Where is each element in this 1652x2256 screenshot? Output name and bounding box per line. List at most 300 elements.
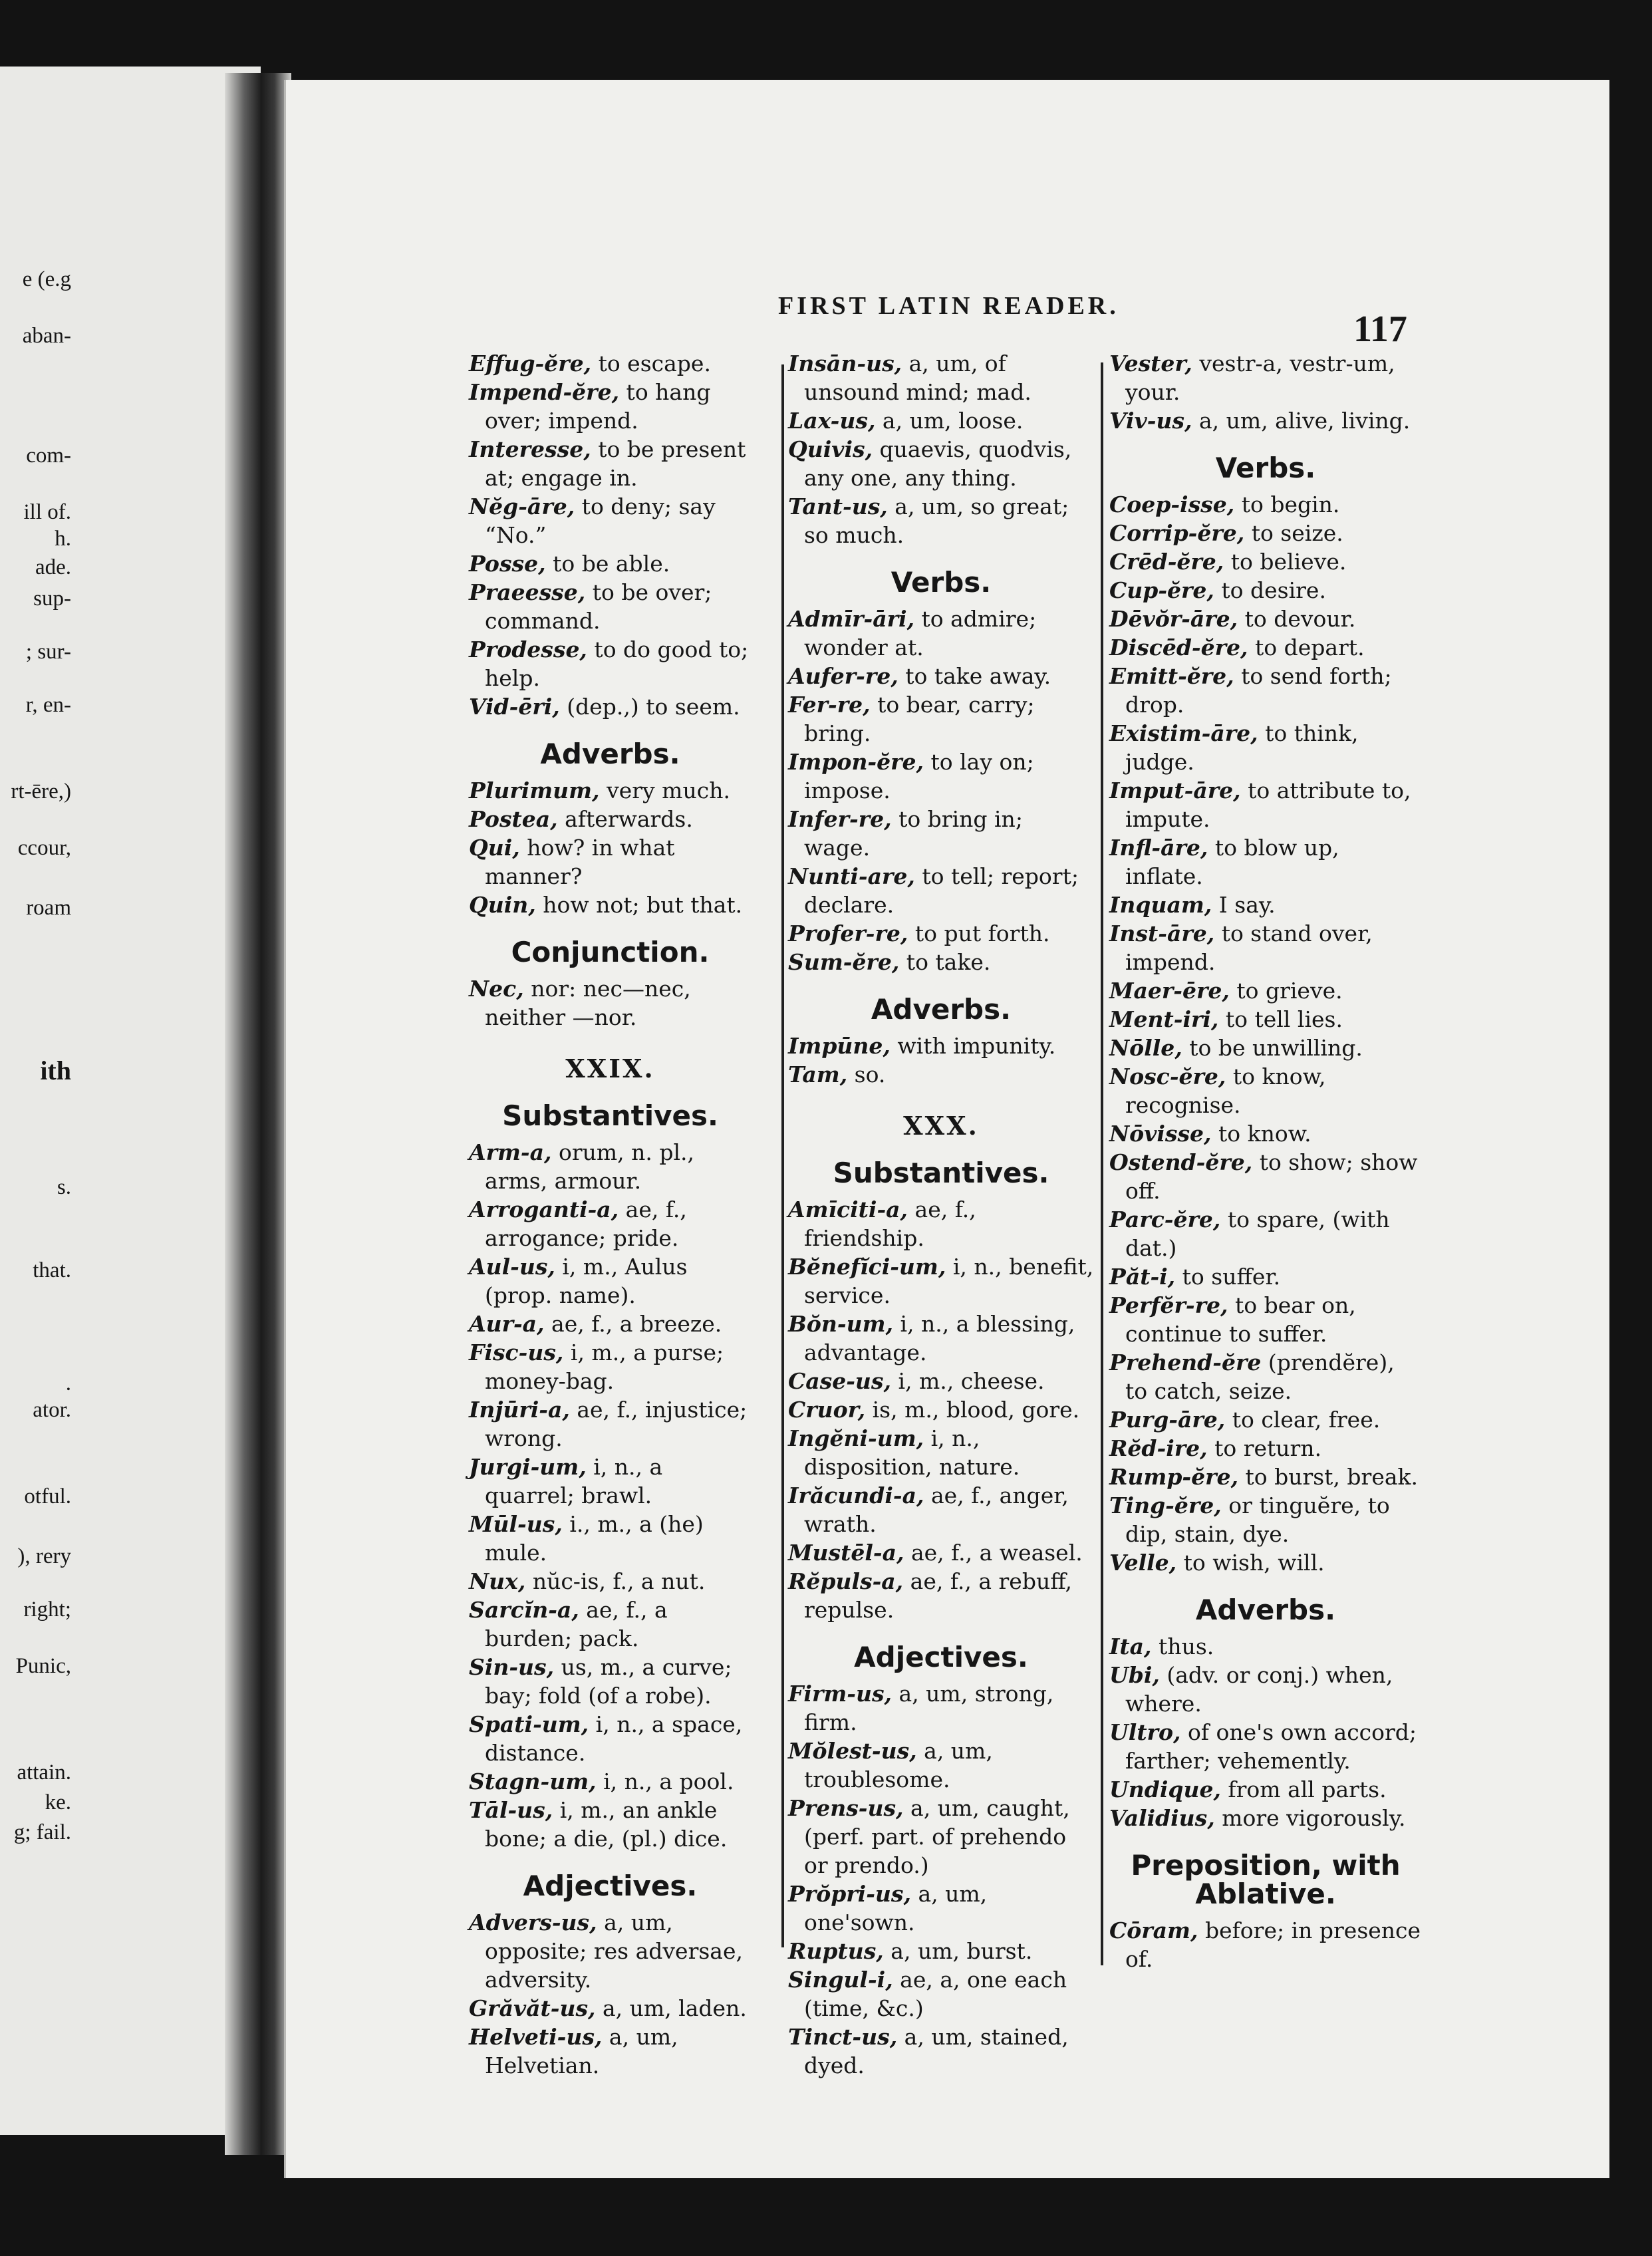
headword: Sarcĭn-a, [469, 1597, 579, 1623]
headword: Impon-ĕre, [788, 749, 924, 775]
definition: to be over; command. [485, 579, 712, 634]
definition: to attribute to, impute. [1125, 777, 1411, 832]
headword: Rump-ĕre, [1109, 1464, 1238, 1490]
book-gutter [225, 73, 291, 2155]
definition: to know. [1211, 1121, 1311, 1147]
headword: Prodesse, [469, 636, 587, 662]
vocab-entry [1109, 605, 1422, 633]
headword: Nec, [469, 976, 524, 1002]
vocab-entry [1109, 1034, 1422, 1062]
left-page-fragment: s. [57, 1175, 71, 1199]
definition: to return. [1207, 1435, 1322, 1461]
section-heading: Adverbs. [540, 738, 680, 770]
definition: a, um, of unsound mind; mad. [804, 351, 1032, 405]
vocab-entry [1109, 349, 1422, 406]
vocab-entry [788, 1060, 1094, 1089]
definition: a, um, so great; so much. [804, 494, 1069, 548]
headword: Dēvŏr-āre, [1109, 606, 1238, 632]
headword: Nōvisse, [1109, 1121, 1212, 1147]
definition: a, um, Helvetian. [485, 2024, 678, 2078]
vocab-entry [788, 605, 1094, 662]
vocab-entry [1109, 1661, 1422, 1718]
left-page-fragment: r, en- [25, 693, 71, 717]
vocab-entry [1109, 1916, 1422, 1973]
vocab-entry [1109, 1205, 1422, 1262]
headword: Sum-ĕre, [788, 949, 900, 975]
headword: Case-us, [788, 1368, 891, 1394]
headword: Velle, [1109, 1550, 1177, 1576]
definition: from all parts. [1220, 1776, 1387, 1802]
column-rule [1101, 362, 1103, 1965]
vocab-entry [788, 1794, 1094, 1880]
headword: Rĕpuls-a, [788, 1568, 904, 1594]
section-heading: Substantives. [502, 1099, 718, 1132]
definition: ae, f., a rebuff, repulse. [804, 1568, 1072, 1623]
vocab-entry [1109, 919, 1422, 976]
definition: a, um, burst. [883, 1938, 1033, 1964]
vocab-entry [788, 1737, 1094, 1794]
headword: Maer-ēre, [1109, 978, 1230, 1004]
headword: Bĕnefĭci-um, [788, 1254, 946, 1280]
vocab-entry [469, 1138, 752, 1195]
headword: Păt-i, [1109, 1264, 1176, 1290]
headword: Infl-āre, [1109, 835, 1208, 861]
vocab-entry [788, 662, 1094, 690]
headword: Quivis, [788, 436, 873, 462]
vocab-entry [788, 1538, 1094, 1567]
headword: Ment-iri, [1109, 1006, 1219, 1032]
definition: a, um, troublesome. [804, 1738, 993, 1792]
headword: Nĕg-āre, [469, 494, 575, 519]
definition: or tinguĕre, to dip, stain, dye. [1125, 1492, 1390, 1547]
headword: Fer-re, [788, 692, 871, 718]
definition: to tell lies. [1218, 1006, 1343, 1032]
column-rule [781, 364, 784, 1947]
headword: Fisc-us, [469, 1340, 564, 1365]
section-heading: Adverbs. [1195, 1594, 1336, 1626]
vocab-entry [788, 435, 1094, 492]
headword: Perfĕr-re, [1109, 1292, 1228, 1318]
definition: a, um, stained, dyed. [804, 2024, 1069, 2078]
vocab-entry [788, 1679, 1094, 1737]
lesson-number: XXX. [903, 1111, 979, 1141]
vocab-entry [788, 748, 1094, 805]
vocab-entry [788, 1424, 1094, 1481]
vocab-entry [788, 349, 1094, 406]
headword: Imput-āre, [1109, 777, 1241, 803]
definition: to take. [899, 949, 991, 975]
definition: to know, recognise. [1125, 1063, 1326, 1118]
definition: quaevis, quodvis, any one, any thing. [804, 436, 1072, 491]
definition: to show; show off. [1125, 1149, 1418, 1204]
definition: a, um, strong, firm. [804, 1681, 1054, 1735]
vocab-entry [469, 1908, 752, 1994]
headword: Mustēl-a, [788, 1540, 904, 1566]
headword: Qui, [469, 835, 520, 861]
definition: to desire. [1214, 577, 1326, 603]
definition: i, n., benefit, service. [804, 1254, 1094, 1308]
vocab-entry [1109, 576, 1422, 605]
vocab-entry [469, 1994, 752, 2023]
definition: before; in presence of. [1125, 1917, 1421, 1972]
headword: Injūri-a, [469, 1397, 570, 1423]
vocab-entry [788, 1032, 1094, 1060]
definition: i, m., an ankle bone; a die, (pl.) dice. [485, 1797, 728, 1852]
headword: Corrip-ĕre, [1109, 520, 1245, 546]
vocab-entry [469, 1596, 752, 1653]
definition: thus. [1151, 1633, 1214, 1659]
vocab-entry [1109, 547, 1422, 576]
vocab-entry [469, 1395, 752, 1453]
definition: to think, judge. [1125, 720, 1359, 775]
headword: Arm-a, [469, 1139, 552, 1165]
vocab-entry [788, 1195, 1094, 1252]
vocab-entry [1109, 1291, 1422, 1348]
vocab-entry [1109, 1548, 1422, 1577]
vocab-entry [1109, 1148, 1422, 1205]
headword: Effug-ĕre, [469, 351, 592, 376]
left-page-fragment: ith [40, 1056, 71, 1085]
headword: Postea, [469, 806, 558, 832]
vocab-entry [1109, 1718, 1422, 1775]
headword: Ting-ĕre, [1109, 1492, 1222, 1518]
headword: Nux, [469, 1568, 526, 1594]
vocab-entry [788, 1367, 1094, 1395]
vocab-entry [1109, 1262, 1422, 1291]
vocab-entry [788, 492, 1094, 549]
vocab-entry [788, 1310, 1094, 1367]
vocab-entry [1109, 519, 1422, 547]
running-header: FIRST LATIN READER. [778, 292, 1119, 320]
definition: ae, f., a breeze. [544, 1311, 722, 1337]
headword: Discēd-ĕre, [1109, 634, 1248, 660]
headword: Grăvăt-us, [469, 1995, 596, 2021]
vocab-entry [788, 1937, 1094, 1965]
headword: Tāl-us, [469, 1797, 553, 1823]
definition: a, um, one'sown. [804, 1881, 988, 1935]
left-page-fragment: roam [26, 896, 71, 920]
definition: to be able. [545, 551, 670, 577]
headword: Quin, [469, 892, 536, 918]
definition: to put forth. [908, 920, 1050, 946]
vocab-entry [788, 805, 1094, 862]
vocab-entry [469, 1510, 752, 1567]
vocab-entry [469, 974, 752, 1032]
headword: Undique, [1109, 1776, 1221, 1802]
headword: Tant-us, [788, 494, 888, 519]
vocab-entry [1109, 1491, 1422, 1548]
headword: Nunti-are, [788, 863, 915, 889]
headword: Validius, [1109, 1805, 1215, 1831]
vocab-entry [469, 2023, 752, 2080]
headword: Rĕd-ire, [1109, 1435, 1208, 1461]
vocab-entry [469, 1767, 752, 1796]
vocab-entry [469, 1796, 752, 1853]
vocab-entry [1109, 891, 1422, 919]
headword: Prŏpri-us, [788, 1881, 911, 1907]
definition: of one's own accord; farther; vehemently. [1125, 1719, 1417, 1774]
definition: to blow up, inflate. [1125, 835, 1339, 889]
vocab-entry [788, 1965, 1094, 2023]
definition: to begin. [1234, 492, 1340, 517]
definition: to be present at; engage in. [485, 436, 746, 491]
headword: Inst-āre, [1109, 920, 1215, 946]
vocab-entry [788, 1567, 1094, 1624]
definition: to stand over, impend. [1125, 920, 1373, 975]
vocab-entry [1109, 1632, 1422, 1661]
definition: ae, f., a burden; pack. [485, 1597, 668, 1651]
definition: i, n., a quarrel; brawl. [485, 1454, 663, 1508]
vocab-entry [1109, 1005, 1422, 1034]
headword: Arroganti-a, [469, 1197, 619, 1222]
vocab-entry [788, 1481, 1094, 1538]
definition: to spare, (with dat.) [1125, 1206, 1390, 1261]
definition: so. [847, 1061, 886, 1087]
left-page-fragment: otful. [24, 1484, 71, 1508]
definition: i, m., cheese. [891, 1368, 1045, 1394]
vocab-entry [788, 919, 1094, 948]
vocab-entry [469, 1453, 752, 1510]
definition: nŭc-is, f., a nut. [525, 1568, 706, 1594]
vocab-entry [1109, 490, 1422, 519]
vocab-entry [469, 378, 752, 435]
vocab-entry [1109, 662, 1422, 719]
definition: i, m., Aulus (prop. name). [485, 1254, 688, 1308]
definition: with impunity. [890, 1033, 1056, 1059]
definition: to burst, break. [1238, 1464, 1419, 1490]
vocab-entry [469, 1195, 752, 1252]
left-page-fragment: g; fail. [13, 1820, 71, 1844]
headword: Vid-ēri, [469, 694, 560, 720]
left-page-fragment: rt-ēre,) [11, 779, 71, 803]
vocab-entry [469, 805, 752, 833]
section-heading: Adjectives. [854, 1641, 1028, 1673]
definition: I say. [1212, 892, 1276, 918]
headword: Impend-ĕre, [469, 379, 620, 405]
vocab-entry [788, 862, 1094, 919]
vocab-entry [469, 492, 752, 549]
definition: i., m., a (he) mule. [485, 1511, 704, 1566]
vocab-entry [788, 1880, 1094, 1937]
definition: to believe. [1224, 549, 1347, 575]
left-page-fragment: . [65, 1371, 71, 1395]
definition: to seize. [1244, 520, 1343, 546]
headword: Irăcundi-a, [788, 1482, 924, 1508]
headword: Mūl-us, [469, 1511, 563, 1537]
left-page-fragment: h. [55, 527, 71, 551]
definition: to deny; say “No.” [485, 494, 716, 548]
headword: Ultro, [1109, 1719, 1181, 1745]
section-heading: Verbs. [891, 566, 992, 599]
headword: Aul-us, [469, 1254, 555, 1280]
definition: to devour. [1238, 606, 1356, 632]
vocab-entry [788, 406, 1094, 435]
definition: to send forth; drop. [1125, 663, 1392, 718]
left-page-fragment: aban- [22, 324, 71, 348]
headword: Purg-āre, [1109, 1407, 1226, 1433]
headword: Plurimum, [469, 777, 600, 803]
headword: Insān-us, [788, 351, 902, 376]
definition: is, m., blood, gore. [865, 1397, 1080, 1423]
headword: Inquam, [1109, 892, 1212, 918]
vocab-entry [1109, 833, 1422, 891]
left-page-fragment: sup- [33, 587, 71, 611]
headword: Viv-us, [1109, 408, 1192, 434]
left-page-fragment: ), rery [17, 1544, 71, 1568]
headword: Jurgi-um, [469, 1454, 587, 1480]
vocab-entry [1109, 719, 1422, 776]
definition: to take away. [898, 663, 1051, 689]
definition: how? in what manner? [485, 835, 675, 889]
section-heading: Preposition, with Ablative. [1131, 1849, 1401, 1910]
column-3 [1109, 349, 1422, 1973]
definition: to admire; wonder at. [804, 606, 1037, 660]
headword: Admīr-āri, [788, 606, 915, 632]
vocab-entry [1109, 776, 1422, 833]
definition: very much. [599, 777, 730, 803]
headword: Emitt-ĕre, [1109, 663, 1234, 689]
headword: Nōlle, [1109, 1035, 1182, 1061]
headword: Spati-um, [469, 1711, 589, 1737]
vocab-entry [469, 549, 752, 578]
definition: ae, f., a weasel. [904, 1540, 1083, 1566]
vocab-entry [469, 349, 752, 378]
vocab-entry [469, 435, 752, 492]
section-heading: Conjunction. [511, 936, 710, 968]
headword: Nosc-ĕre, [1109, 1063, 1226, 1089]
definition: orum, n. pl., arms, armour. [485, 1139, 695, 1194]
vocab-entry [469, 1710, 752, 1767]
headword: Vester, [1109, 351, 1192, 376]
headword: Ita, [1109, 1633, 1152, 1659]
headword: Sin-us, [469, 1654, 555, 1680]
vocab-entry [469, 578, 752, 635]
definition: afterwards. [557, 806, 693, 832]
headword: Impūne, [788, 1033, 891, 1059]
headword: Ostend-ĕre, [1109, 1149, 1253, 1175]
definition: to bring in; wage. [804, 806, 1023, 861]
lesson-number: XXIX. [565, 1054, 655, 1083]
vocab-entry [1109, 1434, 1422, 1463]
headword: Tinct-us, [788, 2024, 898, 2050]
definition: how not; but that. [535, 892, 743, 918]
section-heading: Adjectives. [523, 1870, 698, 1902]
headword: Cōram, [1109, 1917, 1198, 1943]
definition: (prendĕre), to catch, seize. [1125, 1349, 1395, 1404]
left-page-fragment: right; [23, 1598, 71, 1622]
definition: to depart. [1248, 634, 1365, 660]
definition: to grieve. [1229, 978, 1343, 1004]
definition: to escape. [591, 351, 711, 376]
vocab-entry [788, 690, 1094, 748]
headword: Lax-us, [788, 408, 876, 434]
headword: Aufer-re, [788, 663, 898, 689]
headword: Profer-re, [788, 920, 908, 946]
definition: us, m., a curve; bay; fold (of a robe). [485, 1654, 732, 1709]
definition: to tell; report; declare. [804, 863, 1079, 918]
definition: to hang over; impend. [485, 379, 711, 434]
definition: i, n., a space, distance. [485, 1711, 743, 1766]
definition: (dep.,) to seem. [559, 694, 740, 720]
definition: more vigorously. [1214, 1805, 1406, 1831]
definition: i, n., disposition, nature. [804, 1425, 1020, 1480]
vocab-entry [788, 2023, 1094, 2080]
left-page-fragment: ill of. [23, 500, 71, 524]
definition: to be unwilling. [1182, 1035, 1363, 1061]
vocab-entry [1109, 1463, 1422, 1491]
definition: to suffer. [1175, 1264, 1281, 1290]
definition: ae, f., anger, wrath. [804, 1482, 1069, 1537]
vocab-entry [1109, 1348, 1422, 1405]
vocab-entry [469, 692, 752, 721]
definition: to do good to; help. [485, 636, 749, 691]
headword: Tam, [788, 1061, 848, 1087]
headword: Aur-a, [469, 1311, 545, 1337]
headword: Mŏlest-us, [788, 1738, 917, 1764]
headword: Ruptus, [788, 1938, 884, 1964]
headword: Bŏn-um, [788, 1311, 893, 1337]
vocab-entry [1109, 1119, 1422, 1148]
headword: Interesse, [469, 436, 591, 462]
definition: to bear, carry; bring. [804, 692, 1035, 746]
definition: i, n., a blessing, advantage. [804, 1311, 1075, 1365]
definition: i, n., a pool. [596, 1768, 734, 1794]
headword: Prehend-ĕre [1109, 1349, 1262, 1375]
section-heading: Verbs. [1215, 452, 1316, 484]
vocab-entry [1109, 1062, 1422, 1119]
headword: Posse, [469, 551, 546, 577]
headword: Helveti-us, [469, 2024, 603, 2050]
definition: to wish, will. [1176, 1550, 1325, 1576]
vocab-entry [469, 1252, 752, 1310]
vocab-entry [469, 833, 752, 891]
definition: to lay on; impose. [804, 749, 1034, 803]
vocab-entry [788, 1395, 1094, 1424]
headword: Cup-ĕre, [1109, 577, 1214, 603]
headword: Infer-re, [788, 806, 892, 832]
vocab-entry [469, 635, 752, 692]
headword: Stagn-um, [469, 1768, 597, 1794]
vocab-entry [1109, 1405, 1422, 1434]
column-1 [469, 349, 752, 2080]
definition: to bear on, continue to suffer. [1125, 1292, 1356, 1347]
left-page-fragment: ade. [35, 555, 71, 579]
left-page-fragment: e (e.g [22, 267, 71, 291]
headword: Parc-ĕre, [1109, 1206, 1221, 1232]
vocab-entry [788, 948, 1094, 976]
page-number: 117 [1353, 309, 1407, 350]
section-heading: Adverbs. [871, 993, 1012, 1026]
headword: Firm-us, [788, 1681, 893, 1707]
headword: Advers-us, [469, 1909, 597, 1935]
headword: Ubi, [1109, 1662, 1160, 1688]
left-page-fragment: com- [26, 444, 71, 468]
definition: a, um, opposite; res adversae, adversity. [485, 1909, 743, 1993]
left-page-fragment: that. [33, 1258, 71, 1282]
vocab-entry [469, 1567, 752, 1596]
vocab-entry [1109, 1804, 1422, 1832]
vocab-entry [1109, 406, 1422, 435]
left-page-fragment: attain. [17, 1761, 71, 1784]
column-2 [788, 349, 1094, 2080]
left-page-fragment: ; sur- [25, 640, 71, 664]
left-page-fragment: Punic, [15, 1654, 71, 1678]
vocab-entry [469, 891, 752, 919]
definition: ae, f., friendship. [804, 1197, 976, 1251]
vocab-entry [1109, 1775, 1422, 1804]
headword: Amīciti-a, [788, 1197, 908, 1222]
vocab-entry [469, 1338, 752, 1395]
